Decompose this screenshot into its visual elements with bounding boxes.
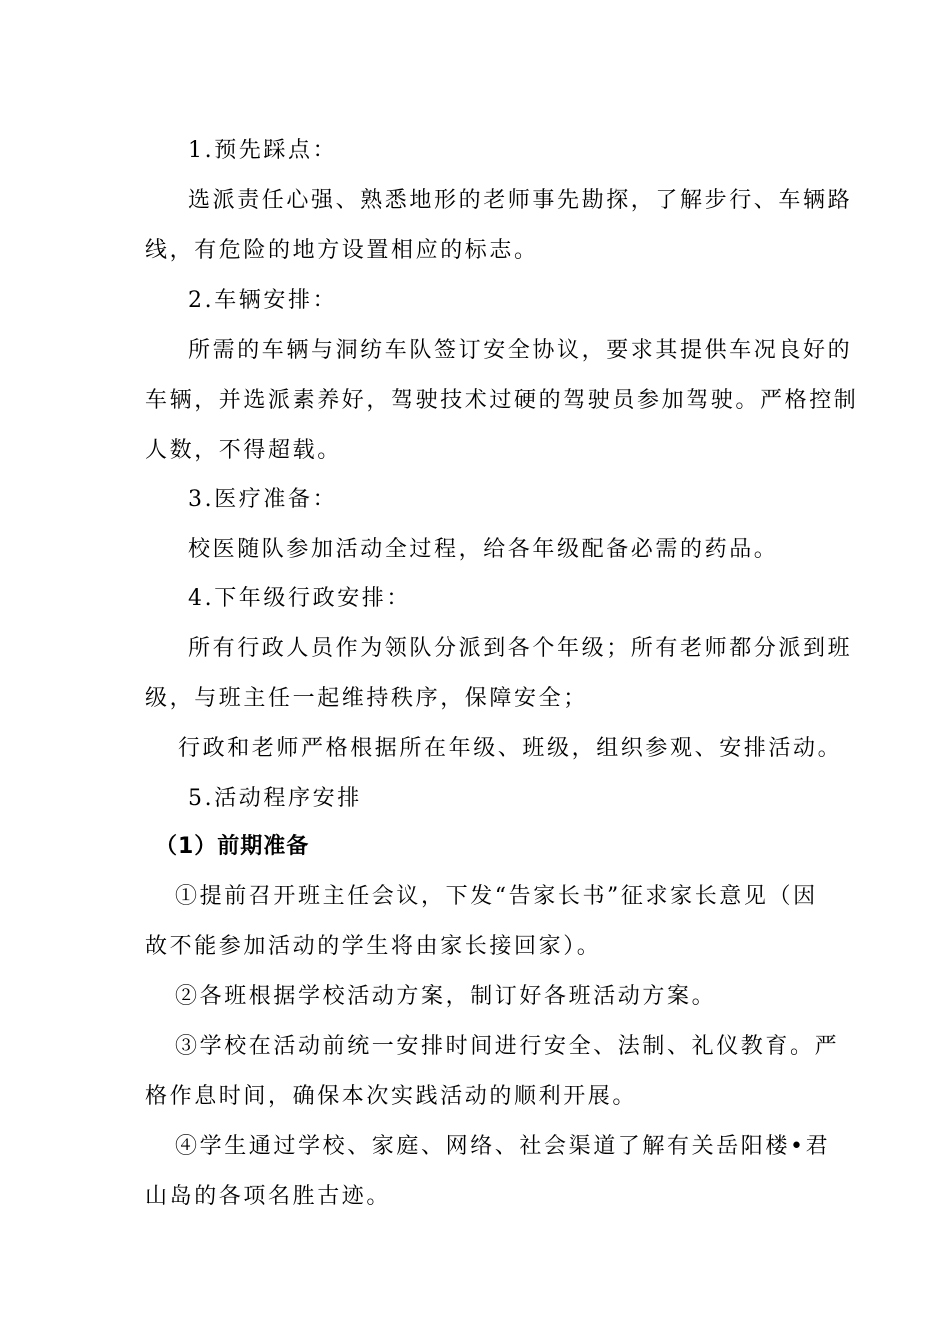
- heading-administrative-arrangement: 4.下年级行政安排：: [188, 586, 411, 611]
- paragraph-line: 故不能参加活动的学生将由家长接回家）。: [145, 934, 602, 959]
- heading-medical-preparation: 3.医疗准备：: [188, 487, 338, 512]
- paragraph-line: 校医随队参加活动全过程，给各年级配备必需的药品。: [188, 537, 779, 562]
- heading-advance-survey: 1.预先踩点：: [188, 138, 338, 163]
- list-item-3: ③学校在活动前统一安排时间进行安全、法制、礼仪教育。严: [175, 1034, 840, 1059]
- paragraph-line: 车辆，并选派素养好，驾驶技术过硬的驾驶员参加驾驶。严格控制: [145, 388, 859, 413]
- subheading-preliminary-preparation: （1）前期准备: [155, 834, 310, 859]
- paragraph-line: 行政和老师严格根据所在年级、班级，组织参观、安排活动。: [178, 736, 843, 761]
- heading-vehicle-arrangement: 2.车辆安排：: [188, 288, 338, 313]
- list-item-1: ①提前召开班主任会议，下发“告家长书”征求家长意见（因: [175, 884, 818, 909]
- paragraph-line: 人数，不得超载。: [145, 438, 342, 463]
- list-item-4: ④学生通过学校、家庭、网络、社会渠道了解有关岳阳楼•君: [175, 1134, 831, 1159]
- heading-activity-procedure: 5.活动程序安排: [188, 786, 362, 811]
- paragraph-line: 级，与班主任一起维持秩序，保障安全；: [145, 686, 588, 711]
- paragraph-line: 选派责任心强、熟悉地形的老师事先勘探，了解步行、车辆路: [188, 188, 853, 213]
- paragraph-line: 格作息时间，确保本次实践活动的顺利开展。: [145, 1084, 638, 1109]
- list-item-2: ②各班根据学校活动方案，制订好各班活动方案。: [175, 984, 717, 1009]
- paragraph-line: 所有行政人员作为领队分派到各个年级；所有老师都分派到班: [188, 636, 853, 661]
- paragraph-line: 所需的车辆与洞纺车队签订安全协议，要求其提供车况良好的: [188, 338, 853, 363]
- paragraph-line: 线，有危险的地方设置相应的标志。: [145, 238, 539, 263]
- paragraph-line: 山岛的各项名胜古迹。: [145, 1184, 392, 1209]
